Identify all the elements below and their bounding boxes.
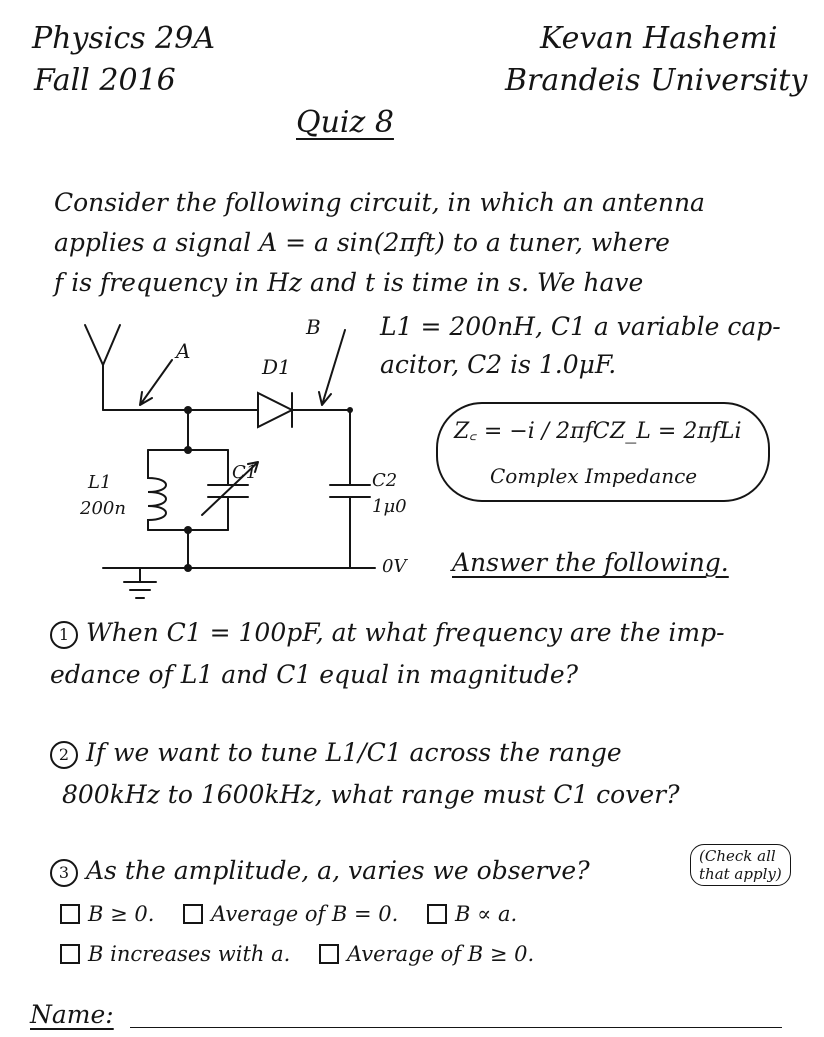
question-number-3: 3 bbox=[50, 859, 78, 887]
checkbox-icon[interactable] bbox=[183, 904, 203, 924]
checkbox-icon[interactable] bbox=[60, 944, 80, 964]
intro-line-3: f is frequency in Hz and t is time in s. We have bbox=[54, 268, 644, 297]
question-3 bbox=[50, 856, 590, 887]
option-b-nonnegative[interactable]: B ≥ 0. bbox=[60, 902, 154, 926]
question-1 bbox=[50, 618, 725, 649]
label-l1-value: 200n bbox=[80, 498, 126, 519]
label-c1: C1 bbox=[232, 462, 258, 483]
question-3-note-2: that apply) bbox=[699, 865, 782, 883]
label-c2: C2 bbox=[372, 470, 398, 491]
formula-zc: Z꜀ = −i / 2πfC bbox=[454, 419, 610, 444]
checkbox-icon[interactable] bbox=[319, 944, 339, 964]
question-3-options-row-1 bbox=[60, 902, 539, 926]
term: Fall 2016 bbox=[34, 63, 176, 98]
question-3-options-row-2 bbox=[60, 942, 556, 966]
label-c2-value: 1μ0 bbox=[372, 496, 407, 517]
capacitor-c2 bbox=[330, 410, 370, 568]
checkbox-icon[interactable] bbox=[60, 904, 80, 924]
question-1-line-2: edance of L1 and C1 equal in magnitude? bbox=[50, 660, 579, 689]
intro-line-2: applies a signal A = a sin(2πft) to a tuner, where bbox=[54, 228, 670, 257]
option-average-zero[interactable]: Average of B = 0. bbox=[183, 902, 398, 926]
question-number-1: 1 bbox=[50, 621, 78, 649]
question-3-note bbox=[690, 844, 791, 886]
inductor-l1 bbox=[148, 450, 166, 530]
label-ground: 0V bbox=[382, 556, 407, 577]
course-name: Physics 29A bbox=[32, 21, 216, 56]
question-number-2: 2 bbox=[50, 741, 78, 769]
label-l1: L1 bbox=[88, 472, 112, 493]
question-2-line-2: 800kHz to 1600kHz, what range must C1 cover? bbox=[62, 780, 680, 809]
institution: Brandeis University bbox=[505, 63, 808, 98]
label-d1: D1 bbox=[262, 355, 291, 379]
name-input-line[interactable] bbox=[130, 1027, 782, 1028]
question-1-line-1: When C1 = 100pF, at what frequency are the imp- bbox=[86, 618, 725, 647]
intro-line-5: acitor, C2 is 1.0μF. bbox=[380, 350, 617, 379]
question-3-line-1: As the amplitude, a, varies we observe? bbox=[86, 856, 590, 885]
question-3-note-1: (Check all bbox=[699, 847, 776, 865]
checkbox-icon[interactable] bbox=[427, 904, 447, 924]
author-name: Kevan Hashemi bbox=[540, 21, 778, 56]
arrow-b bbox=[319, 330, 345, 405]
antenna-symbol bbox=[85, 325, 120, 410]
option-b-proportional[interactable]: B ∝ a. bbox=[427, 902, 517, 926]
intro-line-1: Consider the following circuit, in which an antenna bbox=[54, 188, 705, 217]
option-b-increases[interactable]: B increases with a. bbox=[60, 942, 290, 966]
arrow-a bbox=[140, 360, 172, 405]
formula-zl: Z_L = 2πfLi bbox=[610, 419, 742, 444]
tank-bottom-bus bbox=[148, 530, 228, 568]
question-2-line-1: If we want to tune L1/C1 across the range bbox=[86, 738, 622, 767]
formula-caption: Complex Impedance bbox=[490, 464, 698, 488]
name-label: Name: bbox=[30, 1000, 114, 1029]
instruction: Answer the following. bbox=[452, 548, 729, 577]
label-a: A bbox=[176, 339, 191, 363]
option-average-nonnegative[interactable]: Average of B ≥ 0. bbox=[319, 942, 534, 966]
diode-d1 bbox=[258, 393, 292, 427]
ground-symbol bbox=[124, 568, 156, 598]
page-title: Quiz 8 bbox=[296, 105, 394, 140]
label-b: B bbox=[306, 315, 321, 339]
question-2 bbox=[50, 738, 622, 769]
intro-line-4: L1 = 200nH, C1 a variable cap- bbox=[380, 312, 781, 341]
